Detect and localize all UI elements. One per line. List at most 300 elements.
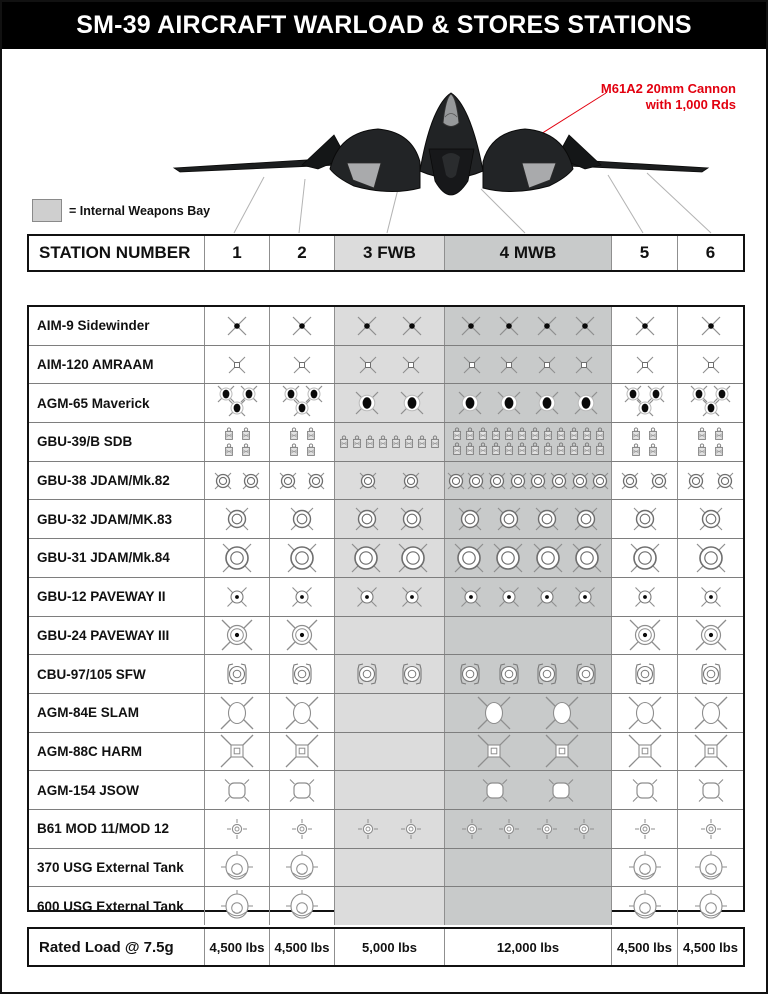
weapon-name: GBU-39/B SDB <box>37 434 133 450</box>
jdam-small-icon <box>446 471 466 491</box>
station-2-loadout-cell <box>269 500 334 538</box>
page-title: SM-39 AIRCRAFT WARLOAD & STORES STATIONS <box>76 11 692 39</box>
symbol-row <box>678 307 743 345</box>
symbol-row <box>335 462 444 500</box>
symbol-row <box>335 655 444 693</box>
jdam-small-icon <box>528 471 548 491</box>
station-3-loadout-cell <box>334 346 444 384</box>
symbol-row <box>612 500 677 538</box>
legend-label: = Internal Weapons Bay <box>69 203 211 218</box>
missile-x-blob-icon <box>635 398 655 418</box>
missile-x-square-icon <box>700 354 722 376</box>
jdam-small-icon <box>570 471 590 491</box>
station-5-loadout-cell <box>611 810 677 848</box>
sdb-bomb-icon <box>403 435 415 449</box>
weapon-name: GBU-31 JDAM/Mk.84 <box>37 550 170 566</box>
harm-missile-icon <box>219 733 255 769</box>
symbol-row <box>270 346 334 384</box>
station-6-loadout-cell <box>677 655 743 693</box>
missile-x-blob-icon <box>227 398 247 418</box>
missile-x-square-icon <box>291 354 313 376</box>
station-3-loadout-cell <box>334 733 444 771</box>
jdam-small-icon <box>278 471 298 491</box>
harm-missile-icon <box>627 733 663 769</box>
missile-x-blob-icon <box>399 390 425 416</box>
station-6-loadout-cell <box>677 539 743 577</box>
station-6-loadout-cell <box>677 617 743 655</box>
b61-bomb-icon <box>461 818 483 840</box>
symbol-row <box>678 771 743 809</box>
external-fuel-tank-icon <box>219 888 255 924</box>
symbol-row <box>678 500 743 538</box>
jdam-large-icon <box>695 542 727 574</box>
station-1-loadout-cell <box>204 849 269 887</box>
weapon-row <box>29 307 743 345</box>
symbol-row <box>205 346 269 384</box>
symbol-row <box>445 655 611 693</box>
station-5-loadout-cell <box>611 500 677 538</box>
sdb-bomb-icon <box>647 427 659 441</box>
weapon-row <box>29 809 743 848</box>
b61-bomb-icon <box>357 818 379 840</box>
sdb-bomb-icon <box>581 442 593 456</box>
symbol-row <box>612 849 677 887</box>
paveway2-bomb-icon <box>633 585 657 609</box>
jdam-medium-icon <box>573 506 599 532</box>
station-5-loadout-cell <box>611 617 677 655</box>
harm-missile-icon <box>544 733 580 769</box>
slam-missile-icon <box>544 695 580 731</box>
missile-x-dot-icon <box>400 314 424 338</box>
symbol-row <box>335 539 444 577</box>
station-4-loadout-cell <box>444 849 611 887</box>
station-4-loadout-cell <box>444 539 611 577</box>
symbol-row <box>678 539 743 577</box>
symbol-row <box>612 887 677 925</box>
cbu-dispenser-icon <box>457 661 483 687</box>
station-3-loadout-cell <box>334 694 444 732</box>
rated-load-station-3: 5,000 lbs <box>334 929 444 965</box>
station-2-loadout-cell <box>269 307 334 345</box>
jdam-small-icon <box>649 471 669 491</box>
sdb-bomb-icon <box>451 427 463 441</box>
jdam-medium-icon <box>354 506 380 532</box>
jdam-large-icon <box>286 542 318 574</box>
symbol-row <box>270 462 334 500</box>
jsow-glide-weapon-icon <box>546 775 576 805</box>
sdb-bomb-icon <box>305 427 317 441</box>
symbol-row <box>270 771 334 809</box>
jdam-medium-icon <box>496 506 522 532</box>
sdb-bomb-icon <box>542 427 554 441</box>
station-4-loadout-cell <box>444 346 611 384</box>
symbol-row <box>612 307 677 345</box>
symbol-row <box>678 887 743 925</box>
symbol-row <box>205 733 269 771</box>
symbol-row <box>205 539 269 577</box>
symbol-row <box>445 307 611 345</box>
sdb-bomb-icon <box>223 427 235 441</box>
station-3-loadout-cell <box>334 423 444 461</box>
station-1-loadout-cell <box>204 462 269 500</box>
symbol-row <box>205 500 269 538</box>
station-header-2: 2 <box>269 236 334 270</box>
sdb-bomb-icon <box>477 442 489 456</box>
station-number-header <box>27 234 745 272</box>
b61-bomb-icon <box>700 818 722 840</box>
symbol-row <box>270 694 334 732</box>
sdb-bomb-icon <box>516 442 528 456</box>
station-6-loadout-cell <box>677 346 743 384</box>
station-4-loadout-cell <box>444 500 611 538</box>
sdb-bomb-icon <box>713 427 725 441</box>
missile-x-blob-icon <box>354 390 380 416</box>
jdam-medium-icon <box>457 506 483 532</box>
sdb-bomb-icon <box>696 427 708 441</box>
symbol-row <box>205 694 269 732</box>
b61-bomb-icon <box>498 818 520 840</box>
external-fuel-tank-icon <box>627 888 663 924</box>
station-1-loadout-cell <box>204 539 269 577</box>
station-header-5: 5 <box>611 236 677 270</box>
station-3-loadout-cell <box>334 500 444 538</box>
symbol-row <box>270 655 334 693</box>
internal-weapons-bay-legend <box>32 199 210 222</box>
station-3-loadout-cell <box>334 849 444 887</box>
missile-x-dot-icon <box>535 314 559 338</box>
jdam-small-icon <box>715 471 735 491</box>
station-4-loadout-cell <box>444 733 611 771</box>
missile-x-square-icon <box>634 354 656 376</box>
station-1-loadout-cell <box>204 423 269 461</box>
symbol-row <box>612 771 677 809</box>
symbol-row <box>445 384 611 422</box>
slam-missile-icon <box>219 695 255 731</box>
symbol-row <box>335 500 444 538</box>
station-1-loadout-cell <box>204 307 269 345</box>
station-1-loadout-cell <box>204 346 269 384</box>
paveway3-bomb-icon <box>628 618 662 652</box>
weapon-name: AIM-9 Sidewinder <box>37 318 150 334</box>
sdb-bomb-icon <box>240 443 252 457</box>
weapon-name: AGM-65 Maverick <box>37 395 150 411</box>
station-header-1: 1 <box>204 236 269 270</box>
weapon-name: AGM-84E SLAM <box>37 705 140 721</box>
missile-x-square-icon <box>573 354 595 376</box>
jdam-medium-icon <box>632 506 658 532</box>
b61-bomb-icon <box>573 818 595 840</box>
symbol-row <box>270 810 334 848</box>
station-4-loadout-cell <box>444 617 611 655</box>
symbol-row <box>445 500 611 538</box>
symbol-row <box>612 462 677 500</box>
weapon-name: AGM-88C HARM <box>37 743 143 759</box>
station-3-loadout-cell <box>334 771 444 809</box>
sdb-bomb-icon <box>223 443 235 457</box>
b61-bomb-icon <box>291 818 313 840</box>
rated-load-label: Rated Load @ 7.5g <box>39 938 174 956</box>
station-6-loadout-cell <box>677 694 743 732</box>
harm-missile-icon <box>693 733 729 769</box>
sdb-bomb-icon <box>516 427 528 441</box>
station-5-loadout-cell <box>611 384 677 422</box>
jdam-large-icon <box>629 542 661 574</box>
station-header-6: 6 <box>677 236 743 270</box>
cbu-dispenser-icon <box>354 661 380 687</box>
jsow-glide-weapon-icon <box>630 775 660 805</box>
station-5-loadout-cell <box>611 733 677 771</box>
missile-x-dot-icon <box>497 314 521 338</box>
station-5-loadout-cell <box>611 462 677 500</box>
weapons-stores-table <box>27 305 745 912</box>
station-6-loadout-cell <box>677 423 743 461</box>
station-leader-lines <box>234 173 711 233</box>
station-2-loadout-cell <box>269 578 334 616</box>
station-1-loadout-cell <box>204 500 269 538</box>
jdam-large-icon <box>571 542 603 574</box>
station-6-loadout-cell <box>677 578 743 616</box>
symbol-row <box>678 810 743 848</box>
station-2-loadout-cell <box>269 539 334 577</box>
symbol-row <box>678 733 743 771</box>
station-header-label: STATION NUMBER <box>39 243 191 262</box>
symbol-row <box>270 307 334 345</box>
station-1-loadout-cell <box>204 655 269 693</box>
symbol-row <box>270 887 334 925</box>
station-2-loadout-cell <box>269 849 334 887</box>
missile-x-dot-icon <box>633 314 657 338</box>
cbu-dispenser-icon <box>224 661 250 687</box>
jdam-small-icon <box>306 471 326 491</box>
missile-x-dot-icon <box>459 314 483 338</box>
station-5-loadout-cell <box>611 423 677 461</box>
symbol-row <box>612 617 677 655</box>
symbol-triad <box>612 384 677 422</box>
cbu-dispenser-icon <box>632 661 658 687</box>
external-fuel-tank-icon <box>219 849 255 885</box>
paveway3-bomb-icon <box>285 618 319 652</box>
station-5-loadout-cell <box>611 578 677 616</box>
missile-x-blob-icon <box>457 390 483 416</box>
jsow-glide-weapon-icon <box>480 775 510 805</box>
jdam-medium-icon <box>534 506 560 532</box>
missile-x-blob-icon <box>534 390 560 416</box>
sdb-bomb-icon <box>503 427 515 441</box>
jsow-glide-weapon-icon <box>222 775 252 805</box>
sdb-bomb-icon <box>390 435 402 449</box>
jdam-large-icon <box>350 542 382 574</box>
missile-x-square-icon <box>536 354 558 376</box>
symbol-row <box>270 733 334 771</box>
station-header-3: 3 FWB <box>334 236 444 270</box>
jdam-small-icon <box>508 471 528 491</box>
cbu-dispenser-icon <box>573 661 599 687</box>
station-6-loadout-cell <box>677 733 743 771</box>
station-2-loadout-cell <box>269 733 334 771</box>
missile-x-square-icon <box>461 354 483 376</box>
aircraft-diagram-zone <box>2 49 766 234</box>
station-2-loadout-cell <box>269 462 334 500</box>
external-fuel-tank-icon <box>284 849 320 885</box>
symbol-row <box>445 694 611 732</box>
weapon-name: AGM-154 JSOW <box>37 782 140 798</box>
sdb-bomb-icon <box>542 442 554 456</box>
missile-x-dot-icon <box>573 314 597 338</box>
weapon-row <box>29 848 743 887</box>
weapon-name: AIM-120 AMRAAM <box>37 357 154 373</box>
symbol-row <box>335 307 444 345</box>
missile-x-square-icon <box>357 354 379 376</box>
jdam-small-icon <box>590 471 610 491</box>
sdb-bomb-icon <box>288 443 300 457</box>
symbol-row <box>270 617 334 655</box>
paveway3-bomb-icon <box>220 618 254 652</box>
sdb-bomb-icon <box>288 427 300 441</box>
station-2-loadout-cell <box>269 423 334 461</box>
station-5-loadout-cell <box>611 307 677 345</box>
jdam-large-icon <box>221 542 253 574</box>
station-5-loadout-cell <box>611 887 677 925</box>
weapon-name: GBU-32 JDAM/MK.83 <box>37 511 173 527</box>
station-5-loadout-cell <box>611 849 677 887</box>
rated-load-station-1: 4,500 lbs <box>204 929 269 965</box>
symbol-row <box>335 384 444 422</box>
weapon-name: B61 MOD 11/MOD 12 <box>37 821 170 837</box>
cbu-dispenser-icon <box>698 661 724 687</box>
paveway2-bomb-icon <box>400 585 424 609</box>
weapon-row <box>29 538 743 577</box>
missile-x-blob-icon <box>496 390 522 416</box>
paveway2-bomb-icon <box>355 585 379 609</box>
symbol-row <box>335 346 444 384</box>
station-3-loadout-cell <box>334 810 444 848</box>
symbol-row <box>612 694 677 732</box>
station-6-loadout-cell <box>677 810 743 848</box>
station-1-loadout-cell <box>204 694 269 732</box>
missile-x-dot-icon <box>225 314 249 338</box>
station-3-loadout-cell <box>334 578 444 616</box>
symbol-row <box>678 849 743 887</box>
symbol-row <box>205 887 269 925</box>
paveway2-bomb-icon <box>699 585 723 609</box>
sdb-bomb-icon <box>364 435 376 449</box>
cannon-annotation-line1: M61A2 20mm Cannon <box>600 81 736 96</box>
jsow-glide-weapon-icon <box>287 775 317 805</box>
rated-load-station-2: 4,500 lbs <box>269 929 334 965</box>
symbol-row <box>678 462 743 500</box>
cannon-annotation-line2: with 1,000 Rds <box>645 97 736 112</box>
weapon-name: GBU-38 JDAM/Mk.82 <box>37 473 170 489</box>
cbu-dispenser-icon <box>289 661 315 687</box>
station-6-loadout-cell <box>677 500 743 538</box>
sdb-bomb-icon <box>529 427 541 441</box>
jdam-medium-icon <box>698 506 724 532</box>
sdb-bomb-icon <box>568 427 580 441</box>
jdam-large-icon <box>453 542 485 574</box>
sdb-bomb-icon <box>351 435 363 449</box>
symbol-row <box>612 539 677 577</box>
jdam-small-icon <box>686 471 706 491</box>
station-2-loadout-cell <box>269 346 334 384</box>
jdam-medium-icon <box>399 506 425 532</box>
station-5-loadout-cell <box>611 694 677 732</box>
station-3-loadout-cell <box>334 462 444 500</box>
station-4-loadout-cell <box>444 694 611 732</box>
sdb-bomb-icon <box>555 442 567 456</box>
missile-x-blob-icon <box>292 398 312 418</box>
missile-x-dot-icon <box>699 314 723 338</box>
sdb-bomb-icon <box>477 427 489 441</box>
paveway2-bomb-icon <box>497 585 521 609</box>
station-1-loadout-cell <box>204 384 269 422</box>
jdam-medium-icon <box>224 506 250 532</box>
station-header-4: 4 MWB <box>444 236 611 270</box>
symbol-row <box>612 655 677 693</box>
station-3-loadout-cell <box>334 655 444 693</box>
symbol-row <box>678 578 743 616</box>
station-5-loadout-cell <box>611 655 677 693</box>
slam-missile-icon <box>627 695 663 731</box>
jdam-small-icon <box>620 471 640 491</box>
symbol-row <box>205 462 269 500</box>
station-4-loadout-cell <box>444 810 611 848</box>
station-3-loadout-cell <box>334 307 444 345</box>
symbol-row <box>445 462 611 500</box>
rated-load-station-6: 4,500 lbs <box>677 929 743 965</box>
sdb-bomb-icon <box>581 427 593 441</box>
station-2-loadout-cell <box>269 617 334 655</box>
cbu-dispenser-icon <box>399 661 425 687</box>
station-3-loadout-cell <box>334 617 444 655</box>
sdb-bomb-icon <box>416 435 428 449</box>
station-5-loadout-cell <box>611 771 677 809</box>
weapon-row <box>29 461 743 500</box>
sdb-bomb-icon <box>696 443 708 457</box>
sdb-bomb-icon <box>464 427 476 441</box>
weapon-row <box>29 693 743 732</box>
symbol-row <box>678 617 743 655</box>
external-fuel-tank-icon <box>693 849 729 885</box>
weapon-name: 370 USG External Tank <box>37 859 184 875</box>
symbol-row <box>335 810 444 848</box>
sdb-bomb-icon <box>429 435 441 449</box>
symbol-row <box>205 578 269 616</box>
missile-x-blob-icon <box>573 390 599 416</box>
station-6-loadout-cell <box>677 462 743 500</box>
paveway2-bomb-icon <box>290 585 314 609</box>
jdam-medium-icon <box>289 506 315 532</box>
station-1-loadout-cell <box>204 810 269 848</box>
sdb-bomb-icon <box>240 427 252 441</box>
station-4-loadout-cell <box>444 887 611 925</box>
external-fuel-tank-icon <box>284 888 320 924</box>
sdb-bomb-icon <box>630 427 642 441</box>
jdam-small-icon <box>487 471 507 491</box>
station-1-loadout-cell <box>204 578 269 616</box>
sdb-bomb-icon <box>451 442 463 456</box>
jsow-glide-weapon-icon <box>696 775 726 805</box>
jdam-small-icon <box>213 471 233 491</box>
symbol-triad <box>270 384 334 422</box>
paveway2-bomb-icon <box>459 585 483 609</box>
jdam-large-icon <box>397 542 429 574</box>
symbol-row <box>205 307 269 345</box>
station-6-loadout-cell <box>677 384 743 422</box>
sdb-bomb-icon <box>305 443 317 457</box>
rated-load-station-4: 12,000 lbs <box>444 929 611 965</box>
rated-load-table <box>27 927 745 967</box>
rated-load-station-5: 4,500 lbs <box>611 929 677 965</box>
